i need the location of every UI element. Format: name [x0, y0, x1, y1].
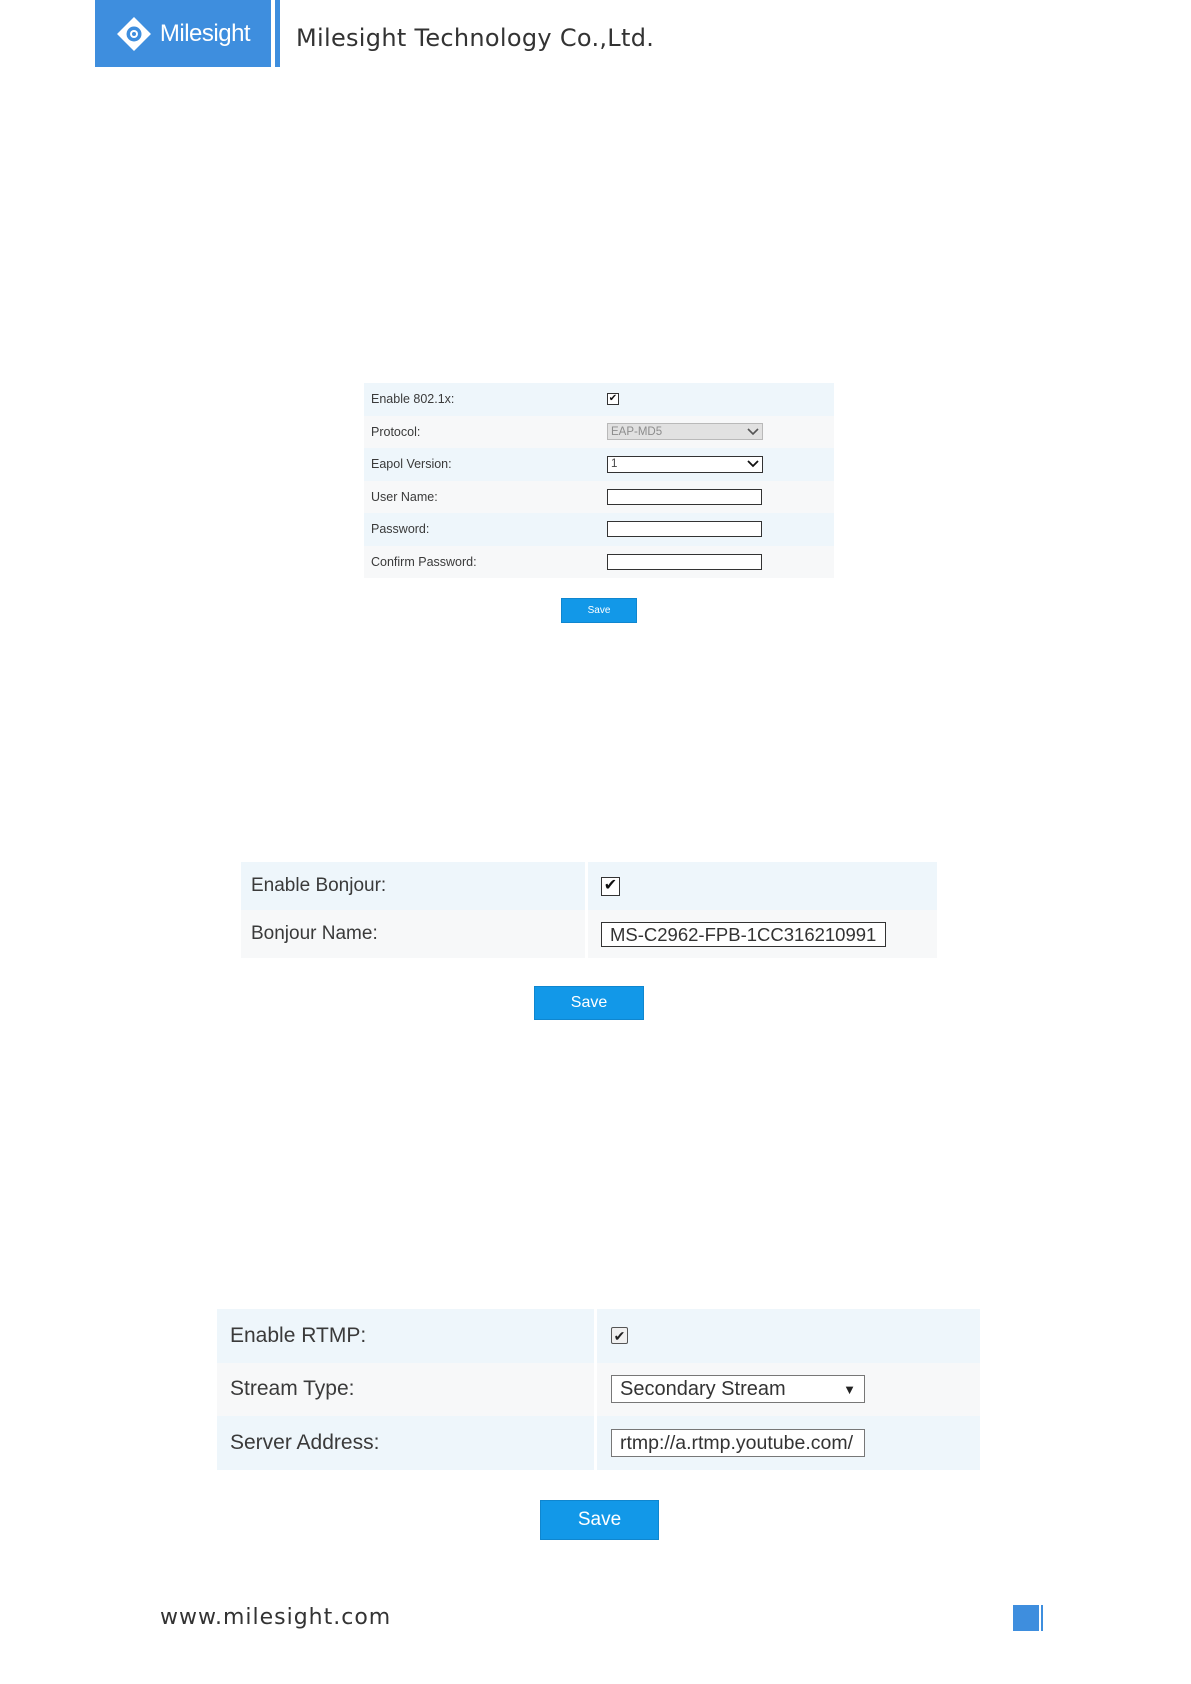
form-row-eapol-version	[364, 448, 834, 481]
save-bonjour-button[interactable]: Save	[534, 986, 644, 1020]
protocol-select[interactable]	[607, 423, 763, 440]
enable-bonjour-checkbox[interactable]	[601, 877, 620, 896]
milesight-eye-icon	[116, 16, 152, 52]
chevron-down-icon	[747, 428, 759, 436]
password-label: Password:	[371, 522, 430, 537]
password-input[interactable]	[607, 521, 762, 537]
bonjour-form	[241, 862, 937, 958]
company-name: Milesight Technology Co.,Ltd.	[296, 24, 655, 52]
enable-rtmp-label: Enable RTMP:	[217, 1309, 597, 1363]
form-row-stream-type	[217, 1363, 980, 1417]
confirm-password-label: Confirm Password:	[371, 554, 477, 569]
save-rtmp-button[interactable]: Save	[540, 1500, 659, 1540]
server-address-cell	[597, 1429, 865, 1457]
ieee-8021x-form	[364, 383, 834, 578]
user-name-input[interactable]	[607, 489, 762, 505]
save-8021x-button[interactable]: Save	[561, 598, 637, 623]
protocol-label: Protocol:	[371, 424, 421, 439]
form-row-server-address	[217, 1416, 980, 1470]
bonjour-name-input[interactable]: MS-C2962-FPB-1CC316210991	[601, 922, 886, 947]
server-address-input[interactable]: rtmp://a.rtmp.youtube.com/	[611, 1429, 865, 1457]
page-marker-line	[1041, 1605, 1043, 1631]
enable-8021x-label: Enable 802.1x:	[371, 392, 455, 407]
bonjour-name-label: Bonjour Name:	[241, 910, 588, 958]
stream-type-cell	[597, 1375, 865, 1403]
company-logo	[95, 0, 271, 67]
enable-bonjour-label: Enable Bonjour:	[241, 862, 588, 910]
footer-website-url: www.milesight.com	[160, 1605, 392, 1630]
form-row-enable-8021x	[364, 383, 834, 416]
form-row-user-name	[364, 481, 834, 514]
user-name-label: User Name:	[371, 489, 438, 504]
protocol-value: EAP-MD5	[611, 425, 663, 438]
page-marker	[1013, 1605, 1039, 1631]
stream-type-select[interactable]	[611, 1375, 865, 1403]
server-address-label: Server Address:	[217, 1416, 597, 1470]
caret-down-icon: ▼	[843, 1381, 856, 1397]
confirm-password-input[interactable]	[607, 554, 762, 570]
checkmark-icon: ✔	[603, 877, 618, 894]
checkmark-icon: ✔	[613, 1327, 626, 1344]
enable-rtmp-checkbox[interactable]	[611, 1327, 628, 1344]
form-row-password	[364, 513, 834, 546]
eapol-version-label: Eapol Version:	[371, 457, 452, 472]
enable-bonjour-cell	[588, 877, 620, 896]
header-divider	[275, 0, 280, 67]
enable-rtmp-cell	[597, 1327, 628, 1344]
checkmark-icon: ✔	[608, 393, 618, 405]
form-row-bonjour-name	[241, 910, 937, 958]
stream-type-label: Stream Type:	[217, 1363, 597, 1417]
form-row-enable-bonjour	[241, 862, 937, 910]
eapol-version-select[interactable]	[607, 456, 763, 473]
rtmp-form	[217, 1309, 980, 1470]
form-row-protocol	[364, 416, 834, 449]
chevron-down-icon	[747, 460, 759, 468]
eapol-version-value: 1	[611, 458, 618, 471]
form-row-confirm-password	[364, 546, 834, 579]
form-row-enable-rtmp	[217, 1309, 980, 1363]
stream-type-value: Secondary Stream	[620, 1377, 786, 1400]
bonjour-name-cell	[588, 922, 886, 947]
logo-text: Milesight	[159, 19, 251, 47]
enable-8021x-checkbox[interactable]	[607, 393, 619, 405]
